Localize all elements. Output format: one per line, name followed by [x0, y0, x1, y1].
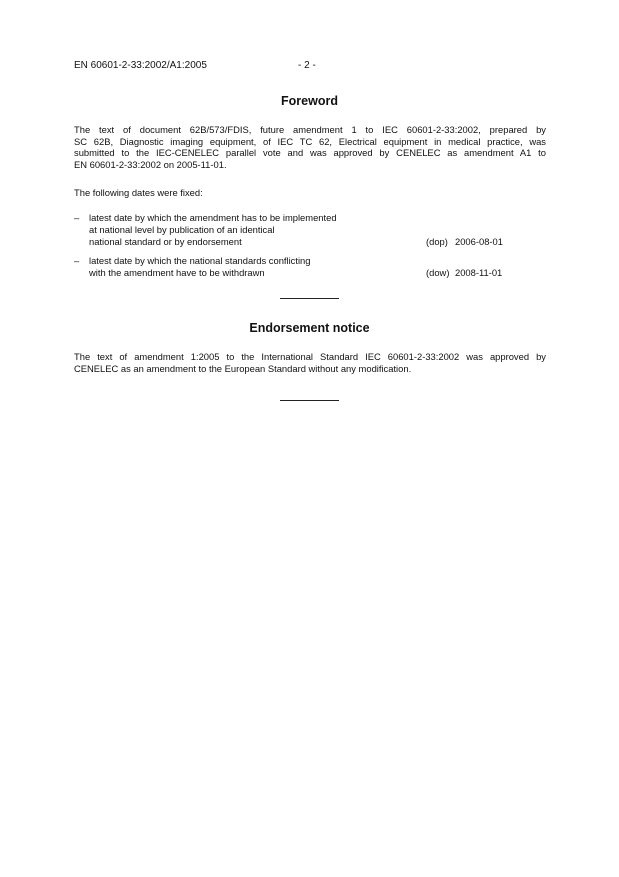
endorsement-title: Endorsement notice — [249, 321, 370, 335]
endorsement-line: The text of amendment 1:2005 to the International Standard IEC 60601-2-33:2002 was approved by — [74, 351, 546, 362]
section-divider — [280, 298, 339, 299]
dow-code: (dow) — [426, 267, 450, 278]
page-number: - 2 - — [298, 60, 316, 71]
list-bullet: – — [74, 212, 80, 223]
dop-date: 2006-08-01 — [455, 236, 503, 247]
document-id: EN 60601-2-33:2002/A1:2005 — [74, 60, 207, 71]
endorsement-line: CENELEC as an amendment to the European Standard without any modification. — [74, 362, 412, 374]
dop-code: (dop) — [426, 236, 448, 247]
foreword-paragraph — [74, 124, 546, 170]
foreword-line: submitted to the IEC-CENELEC parallel vote and was approved by CENELEC as amendment A1 to — [74, 147, 546, 159]
dates-item-line: national standard or by endorsement — [89, 236, 242, 247]
foreword-line: The text of document 62B/573/FDIS, future amendment 1 to IEC 60601-2-33:2002, prepared by — [74, 124, 546, 135]
endorsement-paragraph — [74, 351, 546, 374]
list-bullet: – — [74, 255, 80, 266]
foreword-line: EN 60601-2-33:2002 on 2005-11-01. — [74, 158, 227, 170]
foreword-title: Foreword — [281, 94, 338, 108]
dates-item-line: with the amendment have to be withdrawn — [89, 267, 265, 278]
section-divider — [280, 400, 339, 401]
dow-date: 2008-11-01 — [455, 267, 503, 278]
foreword-line: SC 62B, Diagnostic imaging equipment, of IEC TC 62, Electrical equipment in medical practice, was — [74, 135, 546, 147]
dates-item-line: at national level by publication of an identical — [89, 224, 275, 235]
dates-item-line: latest date by which the amendment has to be implemented — [89, 212, 337, 223]
dates-intro: The following dates were fixed: — [74, 187, 203, 198]
dates-item-line: latest date by which the national standards conflicting — [89, 255, 311, 266]
